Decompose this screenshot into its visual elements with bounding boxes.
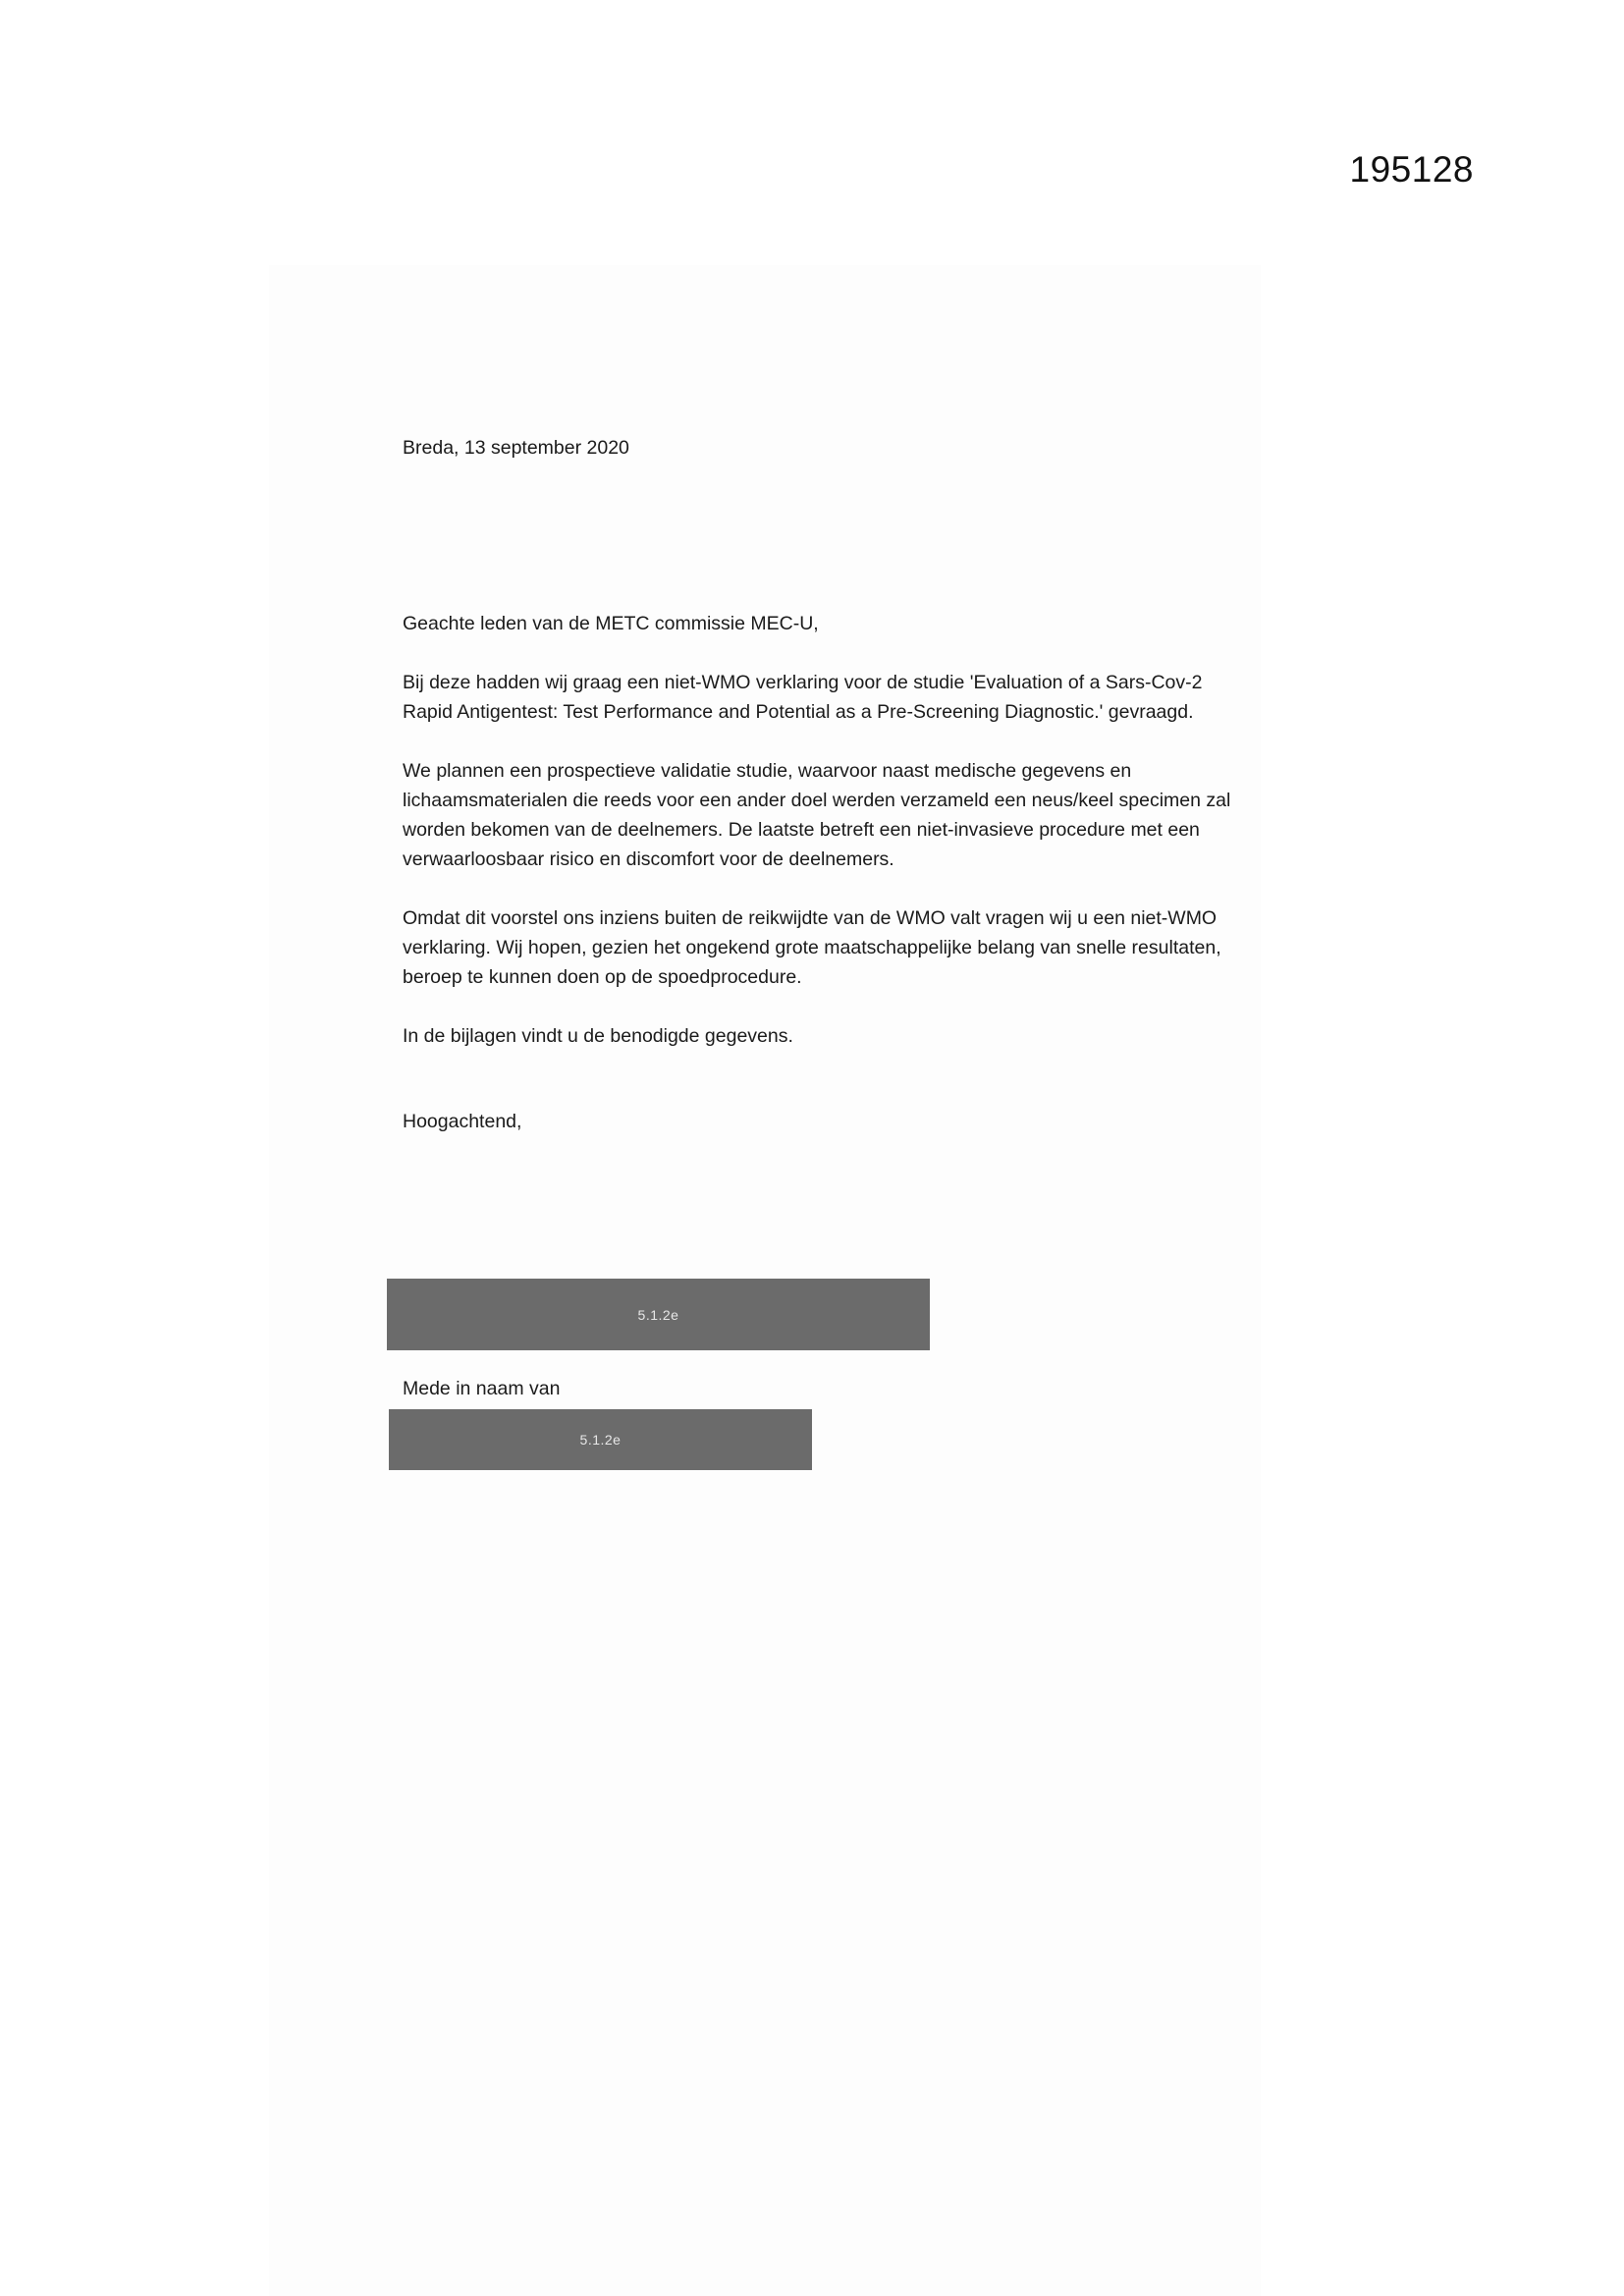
redaction-code: 5.1.2e <box>637 1306 679 1323</box>
letter-body <box>403 668 1257 1080</box>
date-line: Breda, 13 september 2020 <box>403 437 629 459</box>
redacted-signature <box>387 1279 930 1350</box>
paragraph-urgency: Omdat dit voorstel ons inziens buiten de reikwijdte van de WMO valt vragen wij u een niet-WMO verklaring. Wij hopen, gezien het ongekend grote maatschappelijke belang van snelle resultaten, beroep te kunnen doen op de spoedprocedure. <box>403 907 1221 988</box>
paragraph-attachments: In de bijlagen vindt u de benodigde gegevens. <box>403 1025 793 1047</box>
salutation: Geachte leden van de METC commissie MEC-U, <box>403 613 819 634</box>
closing: Hoogachtend, <box>403 1111 522 1132</box>
redacted-on-behalf <box>389 1409 812 1470</box>
document-number: 195128 <box>1349 149 1474 190</box>
on-behalf-label: Mede in naam van <box>403 1378 561 1399</box>
paragraph-study-description: We plannen een prospectieve validatie studie, waarvoor naast medische gegevens en lichaamsmaterialen die reeds voor een ander doel werden verzameld een neus/keel specimen zal worden bekomen van de deelnemers. De laatste betreft een niet-invasieve procedure met een verwaarloosbaar risico en discomfort voor de deelnemers. <box>403 760 1231 870</box>
paragraph-request: Bij deze hadden wij graag een niet-WMO verklaring voor de studie 'Evaluation of a Sars-Cov-2 Rapid Antigentest: Test Performance and Potential as a Pre-Screening Diagnostic.' gevraagd. <box>403 672 1203 723</box>
redaction-code: 5.1.2e <box>579 1432 622 1448</box>
